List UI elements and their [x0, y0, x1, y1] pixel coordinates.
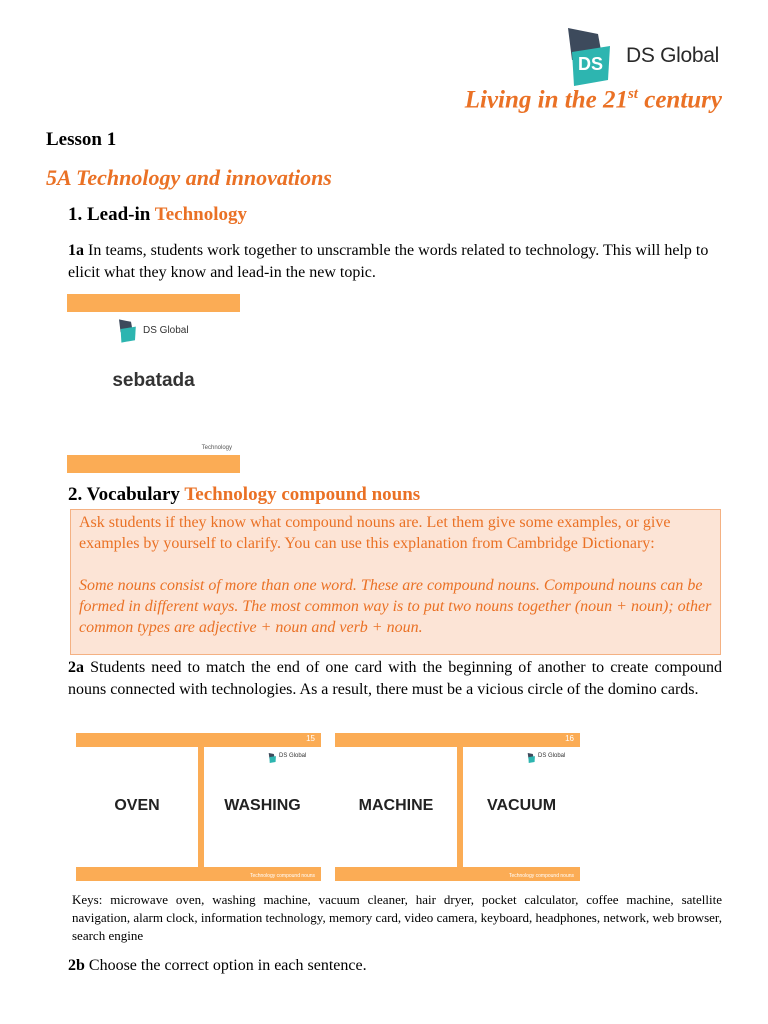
ds-logo-icon: [526, 752, 538, 764]
ds-logo-icon: [115, 318, 143, 344]
ds-logo-icon: [558, 26, 628, 88]
domino-logo: DS Global: [526, 751, 576, 765]
domino-card: [76, 733, 321, 881]
paragraph-2a: 2a Students need to match the end of one card with the beginning of another to create compound nouns connected with technologies. As a result, there must be a vicious circle of the domino cards.: [68, 659, 722, 698]
section-2-heading: 2. Vocabulary Technology compound nouns: [68, 484, 421, 505]
answer-keys: Keys: microwave oven, washing machine, vacuum cleaner, hair dryer, pocket calculator, coffee machine, satellite navigation, alarm clock, information technology, memory card, video camera, keyboard, headphones, network, web browser, search engine: [72, 892, 722, 943]
domino-caption: Technology compound nouns: [508, 873, 574, 879]
domino-word-left: MACHINE: [358, 797, 434, 814]
lesson-heading: Lesson 1: [46, 129, 117, 150]
teacher-note-box: [70, 509, 721, 655]
domino-caption: Technology compound nouns: [249, 873, 315, 879]
unit-title: 5A Technology and innovations: [46, 165, 332, 190]
dictionary-quote: Some nouns consist of more than one word. These are compound nouns. Compound nouns can be formed in different ways. The most common way is to put two nouns together (noun + noun); other common types are adjective + noun and verb + noun.: [79, 577, 712, 636]
domino-number: 15: [306, 734, 315, 743]
flashcard: [67, 294, 240, 473]
scrambled-word: sebatada: [112, 370, 195, 391]
domino-logo: DS Global: [267, 751, 317, 765]
domino-card: [335, 733, 580, 881]
logo-text: DS Global: [626, 44, 720, 67]
card-band-top: [67, 294, 240, 312]
domino-word-right: WASHING: [224, 797, 301, 814]
card-caption: Technology: [201, 445, 232, 451]
domino-word-right: VACUUM: [486, 797, 557, 814]
domino-number: 16: [565, 734, 574, 743]
section-1-heading: 1. Lead-in Technology: [68, 204, 247, 225]
paragraph-1a: 1a In teams, students work together to unscramble the words related to technology. This will help to elicit what they know and lead-in the new topic.: [68, 242, 709, 281]
ds-logo-icon: [267, 752, 279, 764]
page-title: Living in the 21st century: [464, 86, 722, 114]
card-band-bottom: [67, 455, 240, 473]
domino-word-left: OVEN: [114, 797, 160, 814]
teacher-note: Ask students if they know what compound nouns are. Let them give some examples, or give examples by yourself to clarify. You can use this explanation from Cambridge Dictionary:: [79, 514, 671, 552]
paragraph-2b: 2b Choose the correct option in each sentence.: [68, 957, 367, 974]
svg-text:DS: DS: [578, 54, 604, 74]
ds-global-logo: [558, 26, 726, 88]
card-logo: DS Global: [115, 318, 205, 342]
